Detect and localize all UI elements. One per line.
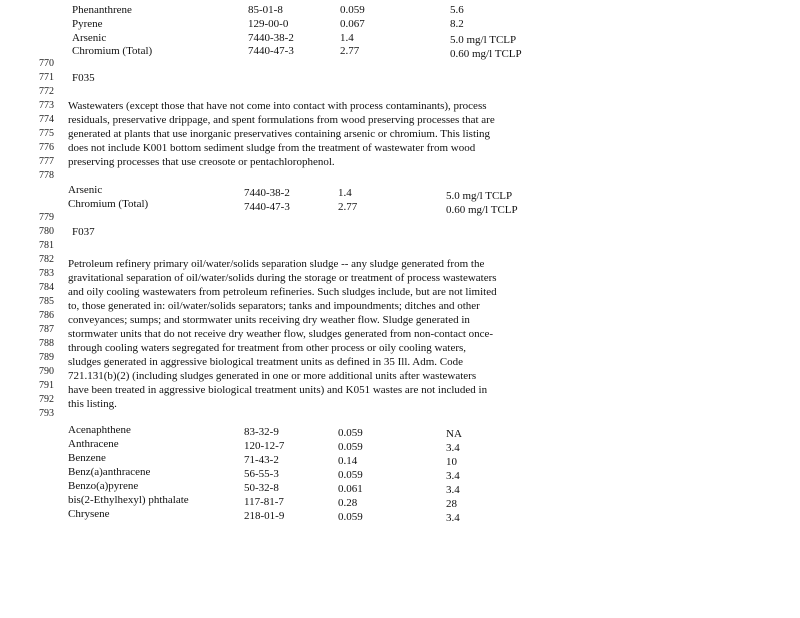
cas-number: 120-12-7 bbox=[244, 440, 285, 452]
constituent-name: Phenanthrene bbox=[72, 4, 132, 16]
description-line: to, those generated in: oil/water/solids separators; tanks and impoundments; ditches and other bbox=[68, 300, 480, 312]
description-line: through cooling waters segregated for treatment from other process or oily cooling waters, bbox=[68, 342, 467, 354]
line-number: 779 bbox=[39, 212, 54, 223]
description-line: this listing. bbox=[68, 398, 117, 410]
cas-number: 129-00-0 bbox=[248, 18, 289, 30]
line-number: 773 bbox=[39, 100, 54, 111]
line-number: 788 bbox=[39, 338, 54, 349]
cas-number: 7440-47-3 bbox=[248, 45, 294, 57]
cas-number: 218-01-9 bbox=[244, 510, 285, 522]
wastewater-standard: 0.059 bbox=[338, 441, 363, 453]
description-line: preserving processes that use creosote or pentachlorophenol. bbox=[68, 156, 335, 168]
line-number: 781 bbox=[39, 240, 54, 251]
line-number: 792 bbox=[39, 394, 54, 405]
cas-number: 117-81-7 bbox=[244, 496, 284, 508]
nonwastewater-standard: 0.60 mg/l TCLP bbox=[450, 48, 522, 60]
cas-number: 50-32-8 bbox=[244, 482, 279, 494]
nonwastewater-standard: NA bbox=[446, 428, 462, 440]
cas-number: 7440-38-2 bbox=[244, 187, 290, 199]
line-number: 785 bbox=[39, 296, 54, 307]
nonwastewater-standard: 3.4 bbox=[446, 512, 460, 524]
line-number: 787 bbox=[39, 324, 54, 335]
description-line: stormwater units that do not receive dry weather flow, sludges generated from non-contact once- bbox=[68, 328, 494, 340]
line-number: 776 bbox=[39, 142, 54, 153]
line-number: 771 bbox=[39, 72, 54, 83]
nonwastewater-standard: 5.6 bbox=[450, 4, 464, 16]
description-line: have been treated in aggressive biological treatment units) and K051 wastes are not included in bbox=[68, 384, 488, 396]
wastewater-standard: 0.059 bbox=[340, 4, 365, 16]
line-number: 793 bbox=[39, 408, 54, 419]
cas-number: 56-55-3 bbox=[244, 468, 279, 480]
wastewater-standard: 1.4 bbox=[338, 187, 352, 199]
wastewater-standard: 0.059 bbox=[338, 511, 363, 523]
wastewater-standard: 0.14 bbox=[338, 455, 358, 467]
description-line: 721.131(b)(2) (including sludges generated in one or more additional units after wastewaters bbox=[68, 370, 477, 382]
constituent-name: Chromium (Total) bbox=[68, 198, 149, 210]
wastewater-standard: 0.061 bbox=[338, 483, 363, 495]
line-number: 774 bbox=[39, 114, 54, 125]
line-number: 789 bbox=[39, 352, 54, 363]
description-line: does not include K001 bottom sediment sludge from the treatment of wastewater from wood bbox=[68, 142, 476, 154]
constituent-name: Anthracene bbox=[68, 438, 119, 450]
description-line: gravitational separation of oil/water/solids during the storage or treatment of process wastewaters bbox=[68, 272, 497, 284]
description-line: and oily cooling wastewaters from petroleum refineries. Such sludges include, but are not limited bbox=[68, 286, 497, 298]
description-line: generated at plants that use inorganic preservatives containing arsenic or chromium. This listing bbox=[68, 128, 491, 140]
constituent-name: Chrysene bbox=[68, 508, 110, 520]
description-line: conveyances; sumps; and stormwater units receiving dry weather flow. Sludge generated in bbox=[68, 314, 470, 326]
constituent-name: Acenaphthene bbox=[68, 424, 131, 436]
nonwastewater-standard: 10 bbox=[446, 456, 457, 468]
constituent-name: Pyrene bbox=[72, 18, 103, 30]
description-line: Wastewaters (except those that have not come into contact with process contaminants), process bbox=[68, 100, 487, 112]
wastewater-standard: 1.4 bbox=[340, 32, 354, 44]
constituent-name: Benzene bbox=[68, 452, 106, 464]
nonwastewater-standard: 28 bbox=[446, 498, 457, 510]
description-line: residuals, preservative drippage, and spent formulations from wood preserving processes that are bbox=[68, 114, 495, 126]
nonwastewater-standard: 3.4 bbox=[446, 470, 460, 482]
line-number: 782 bbox=[39, 254, 54, 265]
line-number: 784 bbox=[39, 282, 54, 293]
waste-code-f035: F035 bbox=[72, 72, 95, 84]
line-number: 775 bbox=[39, 128, 54, 139]
cas-number: 7440-47-3 bbox=[244, 201, 290, 213]
wastewater-standard: 2.77 bbox=[340, 45, 360, 57]
cas-number: 71-43-2 bbox=[244, 454, 279, 466]
cas-number: 85-01-8 bbox=[248, 4, 283, 16]
wastewater-standard: 0.059 bbox=[338, 469, 363, 481]
nonwastewater-standard: 0.60 mg/l TCLP bbox=[446, 204, 518, 216]
description-line: sludges generated in aggressive biological treatment units as defined in 35 Ill. Adm. Code bbox=[68, 356, 463, 368]
constituent-name: bis(2-Ethylhexyl) phthalate bbox=[68, 494, 189, 506]
wastewater-standard: 0.067 bbox=[340, 18, 365, 30]
nonwastewater-standard: 3.4 bbox=[446, 442, 460, 454]
line-number: 790 bbox=[39, 366, 54, 377]
constituent-name: Arsenic bbox=[72, 32, 107, 44]
wastewater-standard: 2.77 bbox=[338, 201, 358, 213]
line-number: 770 bbox=[39, 58, 54, 69]
constituent-name: Benzo(a)pyrene bbox=[68, 480, 139, 492]
constituent-name: Arsenic bbox=[68, 184, 103, 196]
wastewater-standard: 0.28 bbox=[338, 497, 358, 509]
cas-number: 7440-38-2 bbox=[248, 32, 294, 44]
line-number: 777 bbox=[39, 156, 54, 167]
line-number: 780 bbox=[39, 226, 54, 237]
nonwastewater-standard: 5.0 mg/l TCLP bbox=[450, 34, 517, 46]
constituent-name: Chromium (Total) bbox=[72, 45, 153, 57]
line-number: 772 bbox=[39, 86, 54, 97]
line-number: 783 bbox=[39, 268, 54, 279]
line-number: 786 bbox=[39, 310, 54, 321]
description-line: Petroleum refinery primary oil/water/solids separation sludge -- any sludge generated from the bbox=[68, 258, 485, 270]
constituent-name: Benz(a)anthracene bbox=[68, 466, 151, 478]
nonwastewater-standard: 3.4 bbox=[446, 484, 460, 496]
line-number: 791 bbox=[39, 380, 54, 391]
nonwastewater-standard: 8.2 bbox=[450, 18, 464, 30]
wastewater-standard: 0.059 bbox=[338, 427, 363, 439]
cas-number: 83-32-9 bbox=[244, 426, 279, 438]
nonwastewater-standard: 5.0 mg/l TCLP bbox=[446, 190, 513, 202]
line-number: 778 bbox=[39, 170, 54, 181]
waste-code-f037: F037 bbox=[72, 226, 95, 238]
